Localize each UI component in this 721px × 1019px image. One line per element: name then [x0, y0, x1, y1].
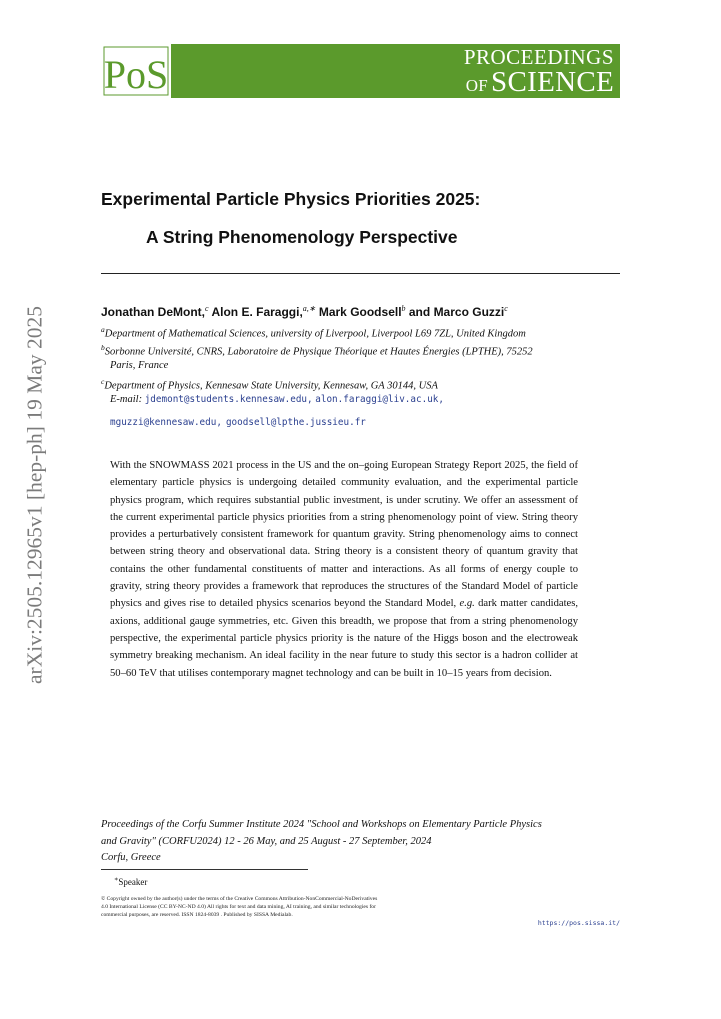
author-name: Marco Guzzi — [433, 305, 505, 319]
abstract-text — [110, 457, 578, 682]
author-name: Jonathan DeMont, — [101, 305, 205, 319]
affiliation-mark: a — [101, 325, 105, 334]
email-link[interactable]: jdemont@students.kennesaw.edu, — [144, 394, 313, 405]
email-link[interactable]: mguzzi@kennesaw.edu, — [110, 417, 222, 428]
affiliation-mark: b — [101, 343, 105, 352]
footnote-text: Speaker — [118, 877, 148, 887]
abstract-part1: With the SNOWMASS 2021 process in the US and the on–going European Strategy Report 2025, the field of elementary particle physics is undergoing detailed community evaluation, and the experimental particle physics program, which requires substantial public investment, is under scrutiny. We offer an assessment of the current experimental particle physics priorities from a string phenomenology point of view. String theory provides a perturbatively consistent framework for quantum gravity. String phenomenology aims to connect between string theory and observational data. String theory is a consistent theory of quantum gravity that contains the other fundamental constituents of matter and interactions. As all forms of energy couple to gravity, string theory provides a framework that reproduces the structures of the Standard Model of particle physics and gives rise to detailed physics scenarios beyond the Standard Model, — [110, 460, 578, 610]
email-link[interactable]: alon.faraggi@liv.ac.uk, — [315, 394, 444, 405]
author-affiliation-mark: a,∗ — [302, 304, 316, 313]
pos-url-link[interactable]: https://pos.sissa.it/ — [537, 919, 620, 927]
arxiv-sidebar — [20, 290, 50, 700]
affiliation-text: Sorbonne Université, CNRS, Laboratoire de Physique Théorique et Hautes Énergies (LPTHE), 75252 — [104, 346, 533, 358]
affiliation-b-continuation: Paris, France — [110, 360, 169, 371]
copyright-line: © Copyright owned by the author(s) under the terms of the Creative Commons Attribution-NonCommercial-NoDerivatives — [101, 896, 378, 902]
email-row — [110, 394, 444, 405]
author-list — [101, 304, 508, 319]
footnote-divider — [101, 869, 308, 870]
footnote-mark: ∗ — [114, 876, 119, 883]
abstract-eg: e.g. — [459, 598, 475, 610]
author-affiliation-mark: c — [504, 304, 508, 313]
abstract-part2: dark matter candidates, axions, additional gauge symmetries, etc. Given this breadth, we propose that from a string phenomenology perspective, the experimental particle physics priority is the nature of the Higgs boson and the electroweak symmetry breaking mechanism. An ideal facility in the near future to study this sector is a hadron collider at 50–60 TeV that utilises contemporary magnet technology and can be built in 10–15 years from decision. — [110, 598, 578, 679]
paper-title-line1: Experimental Particle Physics Priorities 2025: — [101, 189, 481, 209]
affiliation-mark: c — [101, 377, 105, 386]
proceedings-line: Corfu, Greece — [101, 852, 161, 863]
of-label: OF — [465, 76, 489, 95]
copyright-line: commercial purposes, are reserved. ISSN 1824-8039 . Published by SISSA Medialab. — [101, 912, 293, 919]
title-divider — [101, 273, 620, 274]
abstract — [110, 457, 578, 682]
email-link[interactable]: goodsell@lpthe.jussieu.fr — [225, 417, 366, 428]
proceedings-label: PROCEEDINGS — [463, 45, 614, 69]
email-row — [110, 412, 366, 430]
affiliation-text: Department of Physics, Kennesaw State University, Kennesaw, GA 30144, USA — [104, 380, 438, 392]
pos-logo-text: PoS — [103, 52, 169, 97]
author-affiliation-mark: c — [205, 304, 209, 313]
author-joiner: and — [408, 305, 431, 319]
of-science-label — [466, 66, 614, 99]
affiliation-a — [101, 325, 526, 340]
author-name: Mark Goodsell — [318, 305, 402, 319]
affiliation-c — [101, 377, 438, 392]
proceedings-note — [101, 817, 631, 867]
proceedings-line: and Gravity" (CORFU2024) 12 - 26 May, and 25 August - 27 September, 2024 — [101, 835, 432, 847]
proceedings-line: Proceedings of the Corfu Summer Institute 2024 "School and Workshops on Elementary Particle Physics — [101, 819, 542, 830]
proceedings-of-science-wordmark — [320, 44, 620, 98]
email-label: E-mail: — [110, 394, 143, 405]
pos-logo — [101, 44, 171, 98]
science-label: SCIENCE — [491, 66, 614, 98]
arxiv-identifier: arXiv:2505.12965v1 [hep-ph] 19 May 2025 — [22, 306, 47, 684]
author-affiliation-mark: b — [401, 304, 406, 313]
paper-title-line2: A String Phenomenology Perspective — [146, 227, 458, 247]
affiliation-text: Department of Mathematical Sciences, university of Liverpool, Liverpool L69 7ZL, United Kingdom — [104, 328, 526, 340]
author-name: Alon E. Faraggi, — [211, 305, 303, 319]
copyright-line: 4.0 International License (CC BY-NC-ND 4.0) All rights for text and data mining, AI training, and similar technologies for — [101, 904, 376, 911]
affiliation-b — [101, 343, 533, 358]
footnote — [114, 875, 147, 887]
copyright-notice — [101, 895, 481, 920]
